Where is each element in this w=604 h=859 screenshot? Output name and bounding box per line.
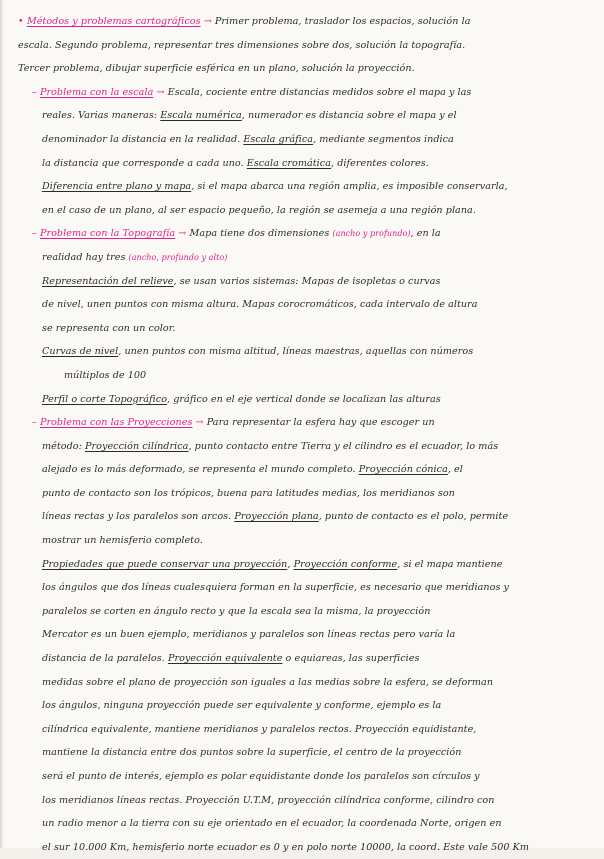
- note-text: punto de contacto son los trópicos, buena para latitudes medias, los meridianos son: [42, 487, 455, 499]
- note-text: de nivel, unen puntos con misma altura. Mapas corocromáticos, cada intervalo de altura: [42, 299, 478, 311]
- note-text: método:: [42, 440, 86, 452]
- note-text: Escala, cociente entre distancias medidos sobre el mapa y las: [164, 86, 472, 98]
- note-line: [18, 104, 590, 128]
- note-line: [18, 718, 590, 742]
- note-line: [18, 435, 590, 459]
- note-line: [18, 81, 590, 105]
- term-perfil-topografico: Perfil o corte Topográfico: [42, 393, 168, 405]
- term-proyeccion-equivalente: Proyección equivalente: [167, 653, 283, 665]
- note-line: [18, 57, 590, 81]
- note-text: Mercator es un buen ejemplo, meridianos y paralelos son líneas rectas pero varía la: [42, 629, 456, 641]
- note-line: [18, 765, 590, 789]
- term-propiedades-proyeccion: Propiedades que puede conservar una proyección: [42, 558, 288, 570]
- note-line: [18, 128, 590, 152]
- note-text: distancia de la paralelos.: [42, 653, 168, 665]
- note-text: cilíndrica equivalente, mantiene meridianos y paralelos rectos. Proyección equidistante,: [42, 723, 477, 735]
- note-text: Primer problema, traslador los espacios, solución la: [211, 16, 471, 27]
- note-line: [18, 222, 590, 246]
- term-plano-mapa: Diferencia entre plano y mapa: [42, 181, 192, 193]
- note-line: [18, 270, 590, 294]
- note-line: [18, 623, 590, 647]
- note-text: alejado es lo más deformado, se representa el mundo completo.: [42, 464, 359, 476]
- bullet-marker: •: [18, 16, 24, 27]
- note-line: [18, 482, 590, 506]
- note-text: ,: [287, 558, 294, 570]
- note-text: , si el mapa mantiene: [397, 558, 503, 570]
- note-line: [18, 34, 590, 58]
- note-text: la distancia que corresponde a cada uno.: [42, 157, 247, 169]
- note-line: [18, 340, 590, 364]
- note-text: o equiareas, las superficies: [282, 653, 420, 665]
- note-line: [18, 293, 590, 317]
- arrow-marker: →: [178, 228, 187, 240]
- page-binding-edge: [0, 0, 4, 848]
- section-heading-topografia: Problema con la Topografía: [39, 228, 176, 240]
- note-text: , mediante segmentos indica: [313, 133, 454, 145]
- note-line: [18, 647, 590, 671]
- note-text: los meridianos líneas rectas. Proyección U.T.M, proyección cilíndrica conforme, cilindro con: [42, 794, 495, 806]
- pink-aside: (ancho y profundo): [332, 229, 411, 239]
- note-text: , punto de contacto es el polo, permite: [318, 511, 509, 523]
- note-text: denominador la distancia en la realidad.: [42, 133, 244, 145]
- note-line: [18, 671, 590, 695]
- note-line: [18, 529, 590, 553]
- note-line: [18, 576, 590, 600]
- note-text: líneas rectas y los paralelos son arcos.: [42, 511, 235, 523]
- note-text: los ángulos, ninguna proyección puede ser equivalente y conforme, ejemplo es la: [42, 700, 442, 712]
- note-text: , punto contacto entre Tierra y el cilindro es el ecuador, lo más: [188, 440, 499, 452]
- term-proyeccion-conica: Proyección cónica: [358, 464, 448, 476]
- note-line: [18, 836, 590, 859]
- arrow-marker: →: [156, 86, 165, 98]
- note-line: [18, 317, 590, 341]
- note-line: [18, 505, 590, 529]
- term-proyeccion-conforme: Proyección conforme: [293, 558, 398, 570]
- note-line: [18, 388, 590, 412]
- note-text: , se usan varios sistemas: Mapas de isopletas o curvas: [173, 275, 441, 287]
- note-line: [18, 246, 590, 270]
- note-text: realidad hay tres: [42, 251, 129, 263]
- note-text: el sur 10.000 Km, hemisferio norte ecuador es 0 y en polo norte 10000, la coord. Este vale 500 Km: [42, 841, 530, 853]
- note-line: [18, 175, 590, 199]
- note-text: , en la: [410, 228, 441, 240]
- note-text: en el caso de un plano, al ser espacio pequeño, la región se asemeja a una región plana.: [42, 204, 476, 216]
- term-proyeccion-plana: Proyección plana: [234, 511, 319, 523]
- section-heading-proyecciones: Problema con las Proyecciones: [39, 417, 193, 429]
- term-representacion-relieve: Representación del relieve: [42, 275, 174, 287]
- note-line: [18, 10, 590, 34]
- note-text: los ángulos que dos líneas cualesquiera forman en la superficie, es necesario que meridianos y: [42, 582, 510, 594]
- note-line: [18, 553, 590, 577]
- arrow-marker: →: [195, 417, 204, 429]
- note-line: [18, 694, 590, 718]
- note-text: , diferentes colores.: [331, 157, 429, 169]
- note-text: reales. Varias maneras:: [42, 110, 161, 122]
- dash-marker: –: [32, 86, 37, 98]
- note-line: [18, 812, 590, 836]
- term-curvas-nivel: Curvas de nivel: [42, 346, 119, 358]
- note-text: medidas sobre el plano de proyección son iguales a las medias sobre la esfera, se deforman: [42, 676, 494, 688]
- note-text: mantiene la distancia entre dos puntos sobre la superficie, el centro de la proyección: [42, 747, 462, 759]
- note-text: Tercer problema, dibujar superficie esférica en un plano, solución la proyección.: [18, 63, 415, 75]
- note-text: mostrar un hemisferio completo.: [42, 535, 203, 547]
- note-line: [18, 789, 590, 813]
- note-line: [18, 741, 590, 765]
- note-text: paralelos se corten en ángulo recto y que la escala sea la misma, la proyección: [42, 605, 431, 617]
- note-line: [18, 411, 590, 435]
- note-text: Para representar la esfera hay que escoger un: [203, 417, 435, 429]
- term-proyeccion-cilindrica: Proyección cilíndrica: [85, 440, 189, 452]
- note-line: [18, 600, 590, 624]
- note-line: [18, 152, 590, 176]
- note-text: se representa con un color.: [42, 322, 176, 334]
- pink-aside: (ancho, profundo y alto): [128, 252, 228, 262]
- term-escala-grafica: Escala gráfica: [243, 133, 314, 145]
- dash-marker: –: [32, 228, 37, 240]
- note-text: escala. Segundo problema, representar tres dimensiones sobre dos, solución la topografía.: [18, 39, 466, 51]
- note-text: será el punto de interés, ejemplo es polar equidistante donde los paralelos son círculos y: [42, 771, 480, 782]
- note-text: , el: [447, 464, 463, 476]
- note-text: , si el mapa abarca una región amplia, es imposible conservarla,: [191, 181, 508, 193]
- note-text: , gráfico en el eje vertical donde se localizan las alturas: [167, 393, 441, 405]
- note-line: [18, 364, 590, 388]
- note-text: un radio menor a la tierra con su eje orientado en el ecuador, la coordenada Norte, origen en: [42, 818, 502, 830]
- note-text: Mapa tiene dos dimensiones: [186, 228, 333, 240]
- note-text: , numerador es distancia sobre el mapa y el: [241, 110, 457, 122]
- note-line: [18, 458, 590, 482]
- arrow-marker: →: [203, 16, 212, 27]
- note-line: [18, 199, 590, 223]
- note-text: , unen puntos con misma altitud, líneas maestras, aquellas con números: [118, 346, 474, 358]
- term-escala-cromatica: Escala cromática: [246, 157, 331, 169]
- term-escala-numerica: Escala numérica: [160, 110, 242, 122]
- section-heading-metodos: Métodos y problemas cartográficos: [26, 16, 201, 27]
- section-heading-escala: Problema con la escala: [39, 86, 154, 98]
- dash-marker: –: [32, 417, 37, 429]
- note-text: múltiplos de 100: [64, 369, 147, 381]
